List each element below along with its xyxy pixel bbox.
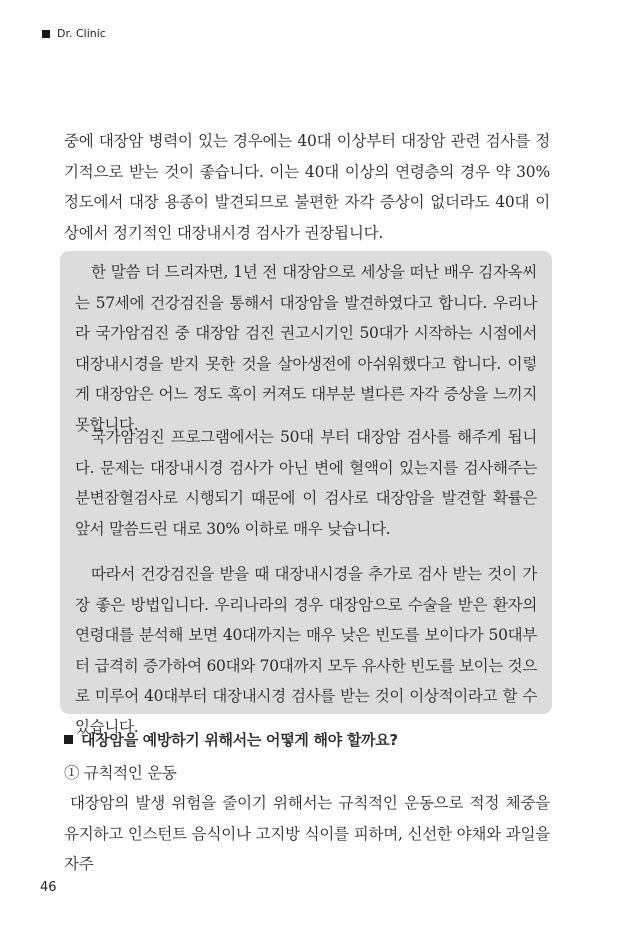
subsection-heading: ① 규칙적인 운동 [64,764,177,782]
header-title: Dr. Clinic [57,27,106,40]
section-title: 대장암을 예방하기 위해서는 어떻게 해야 할까요? [81,731,398,749]
intro-paragraph: 중에 대장암 병력이 있는 경우에는 40대 이상부터 대장암 관련 검사를 정기적으로 받는 것이 좋습니다. 이는 40대 이상의 연령층의 경우 약 30%정도에서 대장 용종이 발견되므로 불편한 자각 증상이 없더라도 40대 이상에서 정기적인 대장내시경 검사가 권장됩니다. [64,132,550,242]
body-paragraph: 대장암의 발생 위험을 줄이기 위해서는 규칙적인 운동으로 적정 체중을 유지하고 인스턴트 음식이나 고지방 식이를 피하며, 신선한 야채와 과일을 자주 [64,794,550,873]
section-square-icon [64,735,73,744]
box-paragraph-3: 따라서 건강검진을 받을 때 대장내시경을 추가로 검사 받는 것이 가장 좋은 방법입니다. 우리나라의 경우 대장암으로 수술을 받은 환자의 연령대를 분석해 보면 40대까지는 매우 낮은 빈도를 보이다가 50대부터 급격히 증가하여 60대와 70대까지 모두 유사한 빈도를 보이는 것으로 미루어 40대부터 대장내시경 검사를 받는 것이 이상적이라고 할 수 있습니다. [75,565,537,736]
section-heading [64,729,550,750]
highlight-box [60,251,552,736]
box-paragraph-1: 한 말씀 더 드리자면, 1년 전 대장암으로 세상을 떠난 배우 김자옥씨는 57세에 건강검진을 통해서 대장암을 발견하였다고 합니다. 우리나라 국가암검진 중 대장암 검진 권고시기인 50대가 시작하는 시점에서 대장내시경을 받지 못한 것을 살아생전에 아쉬워했다고 합니다. 이렇게 대장암은 어느 정도 혹이 커져도 대부분 별다른 자각 증상을 느끼지 못합니다. [75,263,537,434]
page-number: 46 [40,880,57,895]
running-header [42,27,106,40]
box-paragraph-2: 국가암검진 프로그램에서는 50대 부터 대장암 검사를 해주게 됩니다. 문제는 대장내시경 검사가 아닌 변에 혈액이 있는지를 검사해주는 분변잠혈검사로 시행되기 때문에 이 검사로 대장암을 발견할 확률은 앞서 말씀드린 대로 30% 이하로 매우 낮습니다. [75,428,537,538]
header-square-icon [42,30,50,38]
